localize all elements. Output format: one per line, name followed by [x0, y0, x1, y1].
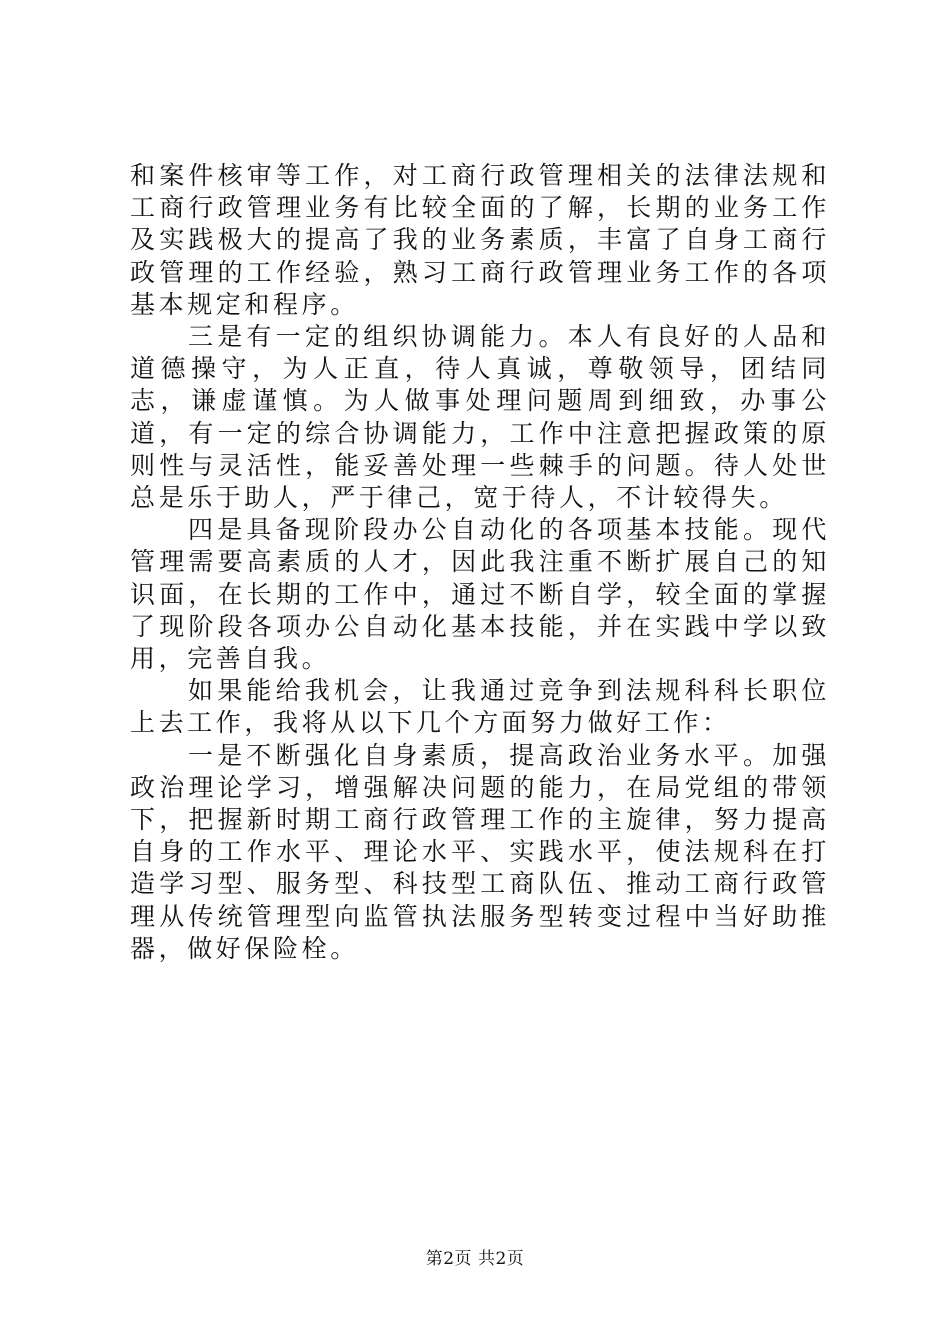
paragraph-if-given-chance: 如果能给我机会，让我通过竞争到法规科科长职位上去工作，我将从以下几个方面努力做好工作：: [130, 676, 830, 738]
document-body: [130, 160, 830, 965]
page-footer: 第2页 共2页: [425, 1249, 525, 1269]
paragraph-strengthen-quality: 一是不断强化自身素质，提高政治业务水平。加强政治理论学习，增强解决问题的能力，在局党组的带领下，把握新时期工商行政管理工作的主旋律，努力提高自身的工作水平、理论水平、实践水平，使法规科在打造学习型、服务型、科技型工商队伍、推动工商行政管理从传统管理型向监管执法服务型转变过程中当好助推器，做好保险栓。: [130, 740, 830, 963]
paragraph-office-automation: 四是具备现阶段办公自动化的各项基本技能。现代管理需要高素质的人才，因此我注重不断扩展自己的知识面，在长期的工作中，通过不断自学，较全面的掌握了现阶段各项办公自动化基本技能，并在实践中学以致用，完善自我。: [130, 515, 830, 674]
paragraph-continuation: 和案件核审等工作，对工商行政管理相关的法律法规和工商行政管理业务有比较全面的了解，长期的业务工作及实践极大的提高了我的业务素质，丰富了自身工商行政管理的工作经验，熟习工商行政管理业务工作的各项基本规定和程序。: [130, 161, 830, 319]
paragraph-organization-ability: 三是有一定的组织协调能力。本人有良好的人品和道德操守，为人正直，待人真诚，尊敬领导，团结同志，谦虚谨慎。为人做事处理问题周到细致，办事公道，有一定的综合协调能力，工作中注意把握政策的原则性与灵活性，能妥善处理一些棘手的问题。待人处世总是乐于助人，严于律己，宽于待人，不计较得失。: [130, 322, 830, 513]
